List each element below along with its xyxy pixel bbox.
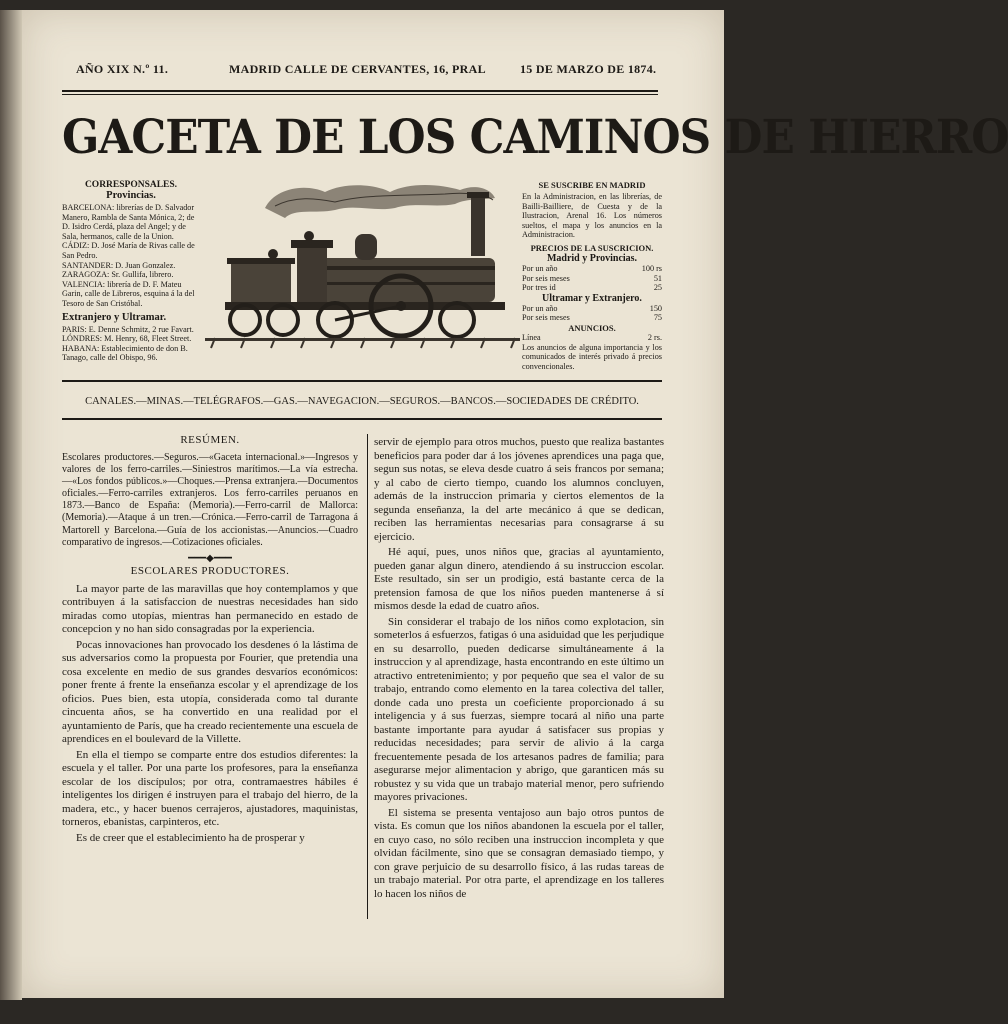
- paragraph: Pocas innovaciones han provocado los desdenes ó la lástima de sus adversarios como la propuesta por Fourier, que pretendia una cosa excelente en medio de sus grandes desvaríos económicos: poner frente á frente la enseñanza escolar y el aprendizage de los oficios. Pues bien, esta utopía, considerada como tal durante cincuenta años, se ha convertido en una realidad por el ayuntamiento de París, que ha creado recientemente una escuela de aprendices en el boulevard de la Villette.: [62, 638, 358, 746]
- price-label: Por un año: [522, 303, 558, 313]
- madrid-price-row: [522, 274, 662, 284]
- article-right-text: [374, 436, 664, 901]
- correspondent-entry: SANTANDER: D. Juan Gonzalez.: [62, 260, 176, 270]
- left-column: [62, 434, 358, 847]
- correspondent-entry: PARIS: E. Denne Schmitz, 2 rue Favart.: [62, 324, 194, 334]
- topics-rule-top: [62, 380, 662, 382]
- price-label: Por un año: [522, 263, 558, 273]
- price-label: Línea: [522, 332, 541, 342]
- article-left-text: [62, 583, 358, 846]
- paragraph: Hé aquí, pues, unos niños que, gracias al ayuntamiento, pueden ganar algun dinero, atendiendo á su instruccion escolar. Este resultado, sin ser un prodigio, está bastante cerca de la pretension famosa de que los niños pueden mantenerse á sí mismos desde la edad de cuatro años.: [374, 546, 664, 612]
- topics-rule-bottom: [62, 418, 662, 420]
- abroad-price-row: [522, 304, 662, 314]
- correspondent-entry: ZARAGOZA: Sr. Gullifa, librero.: [62, 270, 174, 280]
- correspondent-entry: HABANA: Establecimiento de don B. Tanago, calle del Obispo, 96.: [62, 343, 188, 363]
- madrid-heading: Madrid y Provincias.: [546, 252, 638, 264]
- ads-text: Los anuncios de alguna importancia y los comunicados de interés privado á precios convencionales.: [522, 342, 662, 371]
- abroad-price-row: [522, 313, 662, 323]
- binding-edge: [0, 10, 22, 1000]
- price-value: 75: [653, 313, 662, 323]
- correspondents-heading: CORRESPONSALES.: [84, 180, 178, 190]
- correspondent-entry: CÁDIZ: D. José María de Rivas calle de San Pedro.: [62, 241, 195, 260]
- summary-text: Escolares productores.—Seguros.—«Gaceta internacional.»—Ingresos y valores de los ferro-carriles.—Siniestros marítimos.—La vía estrecha.—«Los fondos públicos.»—Choques.—Prensa extranjera.—Documentos oficiales.—Ferro-carriles extranjeros. Los ferro-carriles peruanos en 1873.—Banco de España: (Memoria).—Ferro-carril de Mallorca: (Memoria).—Ataque á un tren.—Crónica.—Ferro-carril de Tarragona á Martorell y Barcelona.—Guía de los accionistas.—Anuncios.—Cuadro comparativo de ingresos.—Cotizaciones oficiales.: [62, 452, 358, 548]
- right-column: [374, 436, 664, 903]
- ads-price-row: [522, 333, 662, 343]
- price-label: Por tres id: [522, 283, 556, 293]
- topics-line: CANALES.—MINAS.—TELÉGRAFOS.—GAS.—NAVEGACION.—SEGUROS.—BANCOS.—SOCIEDADES DE CRÉDITO.: [85, 396, 639, 407]
- price-label: Por seis meses: [522, 273, 570, 283]
- paragraph: Es de creer que el establecimiento ha de prosperar y: [76, 831, 305, 844]
- abroad-list: [62, 325, 200, 363]
- header-rule-thin: [62, 94, 658, 95]
- prices-heading: PRECIOS DE LA SUSCRICION.: [530, 242, 654, 253]
- subscription-text: En la Administracion, en las librerías, de Bailli-Bailliere, de Cuesta y de la Ilustracion, Arenal 16. Los números sueltos, el mapa y los anuncios en la Administracion.: [522, 192, 662, 240]
- newspaper-page: [22, 10, 1008, 998]
- issue-number: AÑO XIX N.º 11.: [76, 62, 169, 76]
- price-value: 51: [653, 273, 662, 283]
- provinces-list: [62, 203, 200, 309]
- price-value: 2 rs.: [647, 332, 662, 342]
- paragraph: El sistema se presenta ventajoso aun bajo otros puntos de vista. Es comun que los niños abandonen la escuela por el taller, en cuyo caso, no sólo reciben una instruccion incompleta y que olvidan fácilmente, sino que se consagran demasiado tiempo, y con grave perjuicio de su desarrollo físico, á las rudas tareas de un trabajo material. Por otra parte, el aprendizage en los talleres lo hacen los niños de: [374, 806, 664, 900]
- paragraph: La mayor parte de las maravillas que hoy contemplamos y que contribuyen á la satisfaccion de nuestras necesidades han sido miradas como utopías, mientras han permanecido en estado de concepcion y no han sido consagradas por la experiencia.: [62, 582, 358, 636]
- subscription-heading: SE SUSCRIBE EN MADRID: [538, 180, 646, 190]
- correspondents-block: [62, 180, 200, 363]
- correspondent-entry: BARCELONA: librerías de D. Salvador Manero, Rambla de Santa Mónica, 2; de D. Isidro Cerdá, plaza del Angel; y de Sala, hermanos, calle de la Union.: [62, 203, 195, 241]
- ornament-divider: ━━━◆━━━: [188, 552, 232, 564]
- correspondent-entry: VALENCIA: librería de D. F. Mateu Garin, calle de Libreros, esquina á la del Tesoro de San Cristóbal.: [62, 279, 195, 308]
- abroad-heading: Extranjero y Ultramar.: [62, 311, 167, 323]
- paragraph: En ella el tiempo se comparte entre dos estudios diferentes: la escuela y el taller. Por una parte los profesores, para la enseñanza escolar de los discípulos; por otra, contramaestres hábiles é inteligentes los dirigen é instruyen para el trabajo del hierro, de la madera, etc., y hacer buenos cerrajeros, ajustadores, maquinistas, torneros, ebanistas, carpinteros, etc.: [62, 748, 358, 829]
- column-divider: [367, 434, 368, 919]
- paragraph: Sin considerar el trabajo de los niños como explotacion, sin someterlos á esfuerzos, fatigas ó una asiduidad que les perjudique en su desarrollo, pueden dedicarse simultáneamente á la instruccion y al aprendizage, hasta encontrando en este último un atractivo entretenimiento; y por pequeño que sea el valor de su trabajo, entrando como elemento en la tarea colectiva del taller, donde cada uno presta un coeficiente proporcionado á su inteligencia y á sus fuerzas, siempre tocará al niño una parte bastante importante para ayudar á satisfacer sus propias y reducidas necesidades; para servir de alivio á la carga frecuentemente pesada de los artesanos padres de familia; para asegurarse mejor alimentacion y abrigo, que garanticen más su robustez y su vida que un trabajo material menor, pero sufriendo mayores privaciones.: [374, 615, 664, 803]
- price-value: 25: [653, 283, 662, 293]
- abroad-prices-heading: Ultramar y Extranjero.: [542, 292, 642, 304]
- locomotive-engraving: [205, 178, 520, 354]
- price-value: 150: [649, 303, 662, 313]
- madrid-price-row: [522, 264, 662, 274]
- article-heading: ESCOLARES PRODUCTORES.: [130, 564, 290, 577]
- price-label: Por seis meses: [522, 313, 570, 323]
- madrid-price-row: [522, 283, 662, 293]
- paragraph: servir de ejemplo para otros muchos, puesto que realiza bastantes beneficios para poder dar á los jóvenes aprendices una paga que, segun sus notas, se eleva desde cuatro á seis francos por semana; y al cabo de cierto tiempo, cuando los alumnos concluyen, además de la instruccion primaria y ciertos elementos de la segunda enseñanza, la del arte mecánico á que se dedican, reciben las herramientas necesarias para consagrarse á su ejercicio.: [374, 436, 664, 543]
- subscription-block: [522, 180, 662, 371]
- price-value: 100 rs: [641, 263, 662, 273]
- header-rule: [62, 90, 658, 92]
- summary-heading: RESÚMEN.: [180, 434, 240, 446]
- masthead-title: GACETA DE LOS CAMINOS DE HIERRO: [62, 110, 1008, 165]
- address: MADRID CALLE DE CERVANTES, 16, PRAL: [229, 62, 486, 76]
- issue-date: 15 DE MARZO DE 1874.: [520, 62, 657, 76]
- provinces-heading: Provincias.: [106, 190, 156, 201]
- correspondent-entry: LÓNDRES: M. Henry, 68, Fleet Street.: [62, 334, 192, 344]
- ads-heading: ANUNCIOS.: [568, 322, 616, 333]
